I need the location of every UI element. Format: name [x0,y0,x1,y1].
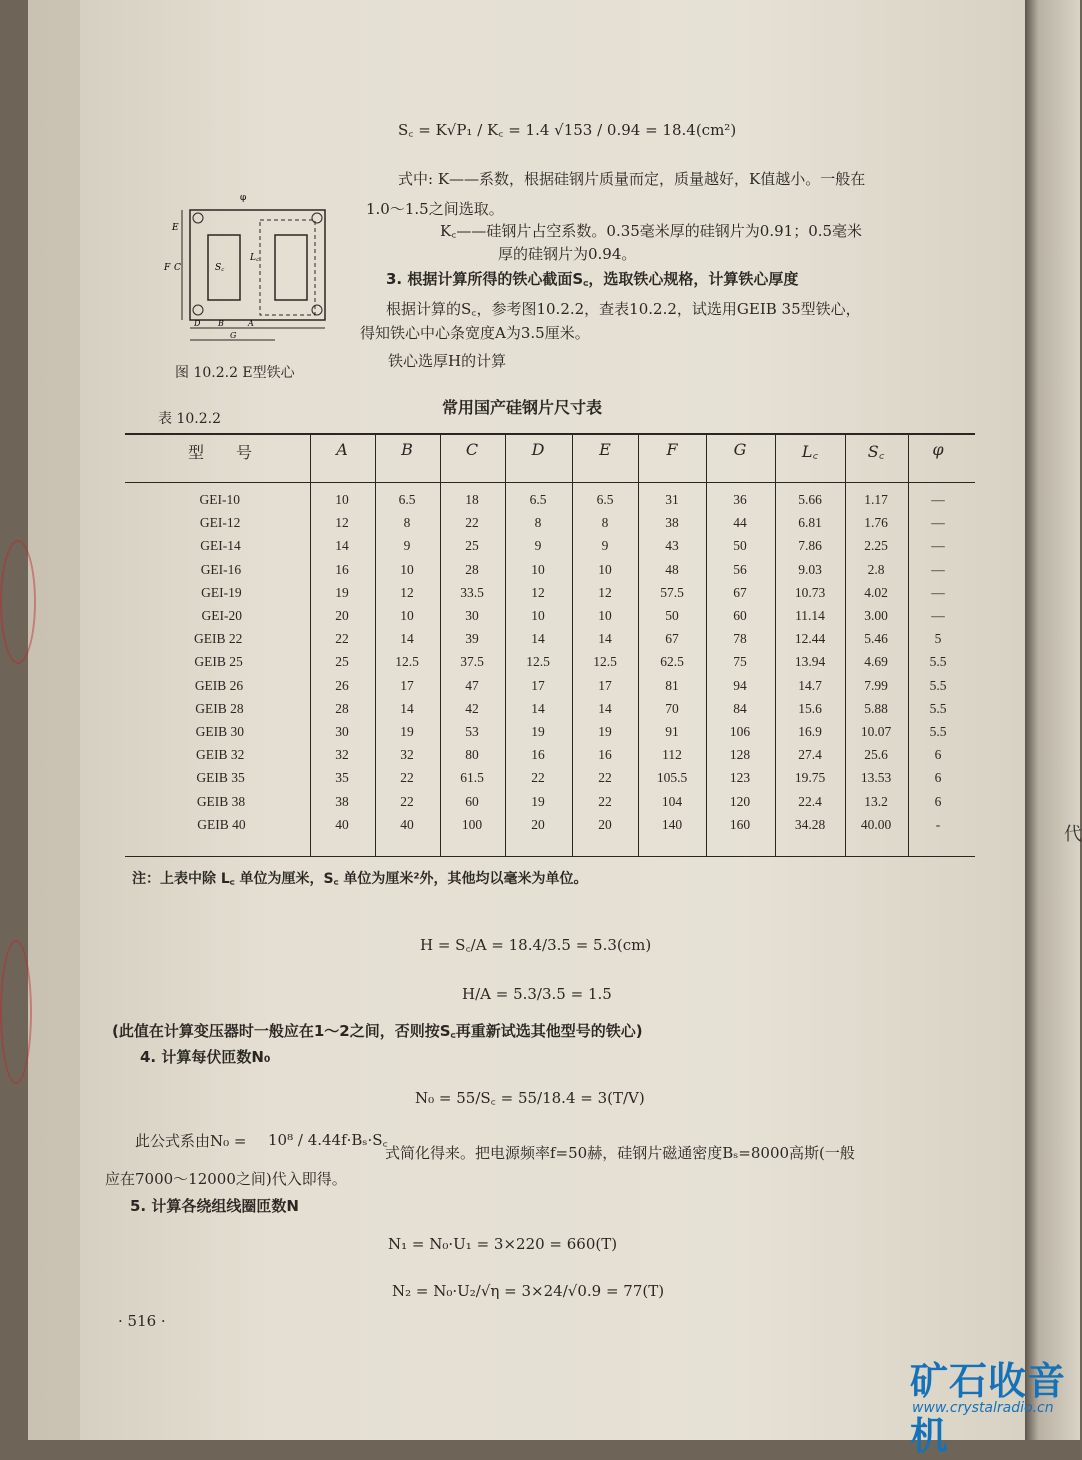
table-cell: 40 [335,816,349,832]
formula-h: H = S꜀/A = 18.4/3.5 = 5.3(cm) [420,936,652,954]
col-divider [440,433,441,856]
step4-line-1-fraction: 10⁸ / 4.44f·Bₛ·S꜀ [268,1131,388,1149]
step3-heading: 3. 根据计算所得的铁心截面S꜀，选取铁心规格，计算铁心厚度 [386,270,799,288]
step4-line-1b: 式简化得来。把电源频率f=50赫，硅钢片磁通密度Bₛ=8000高斯(一般 [385,1144,855,1162]
table-cell: 62.5 [660,654,684,670]
table-cell: 16.9 [798,724,822,739]
table-cell: 3.00 [864,608,888,623]
table-row-model: GEIB 25 [194,654,243,670]
table-header-7: G [733,440,747,459]
red-stamp-left-top [0,540,36,664]
table-title: 常用国产硅钢片尺寸表 [442,398,603,417]
desc-line-4: 厚的硅钢片为0.94。 [498,245,637,263]
table-header-4: D [531,440,545,459]
table-cell: 11.14 [795,608,825,623]
table-cell: 78 [733,631,747,647]
table-cell: 47 [465,677,479,693]
table-cell: 53 [465,724,479,739]
table-cell: 67 [733,584,747,600]
table-cell: 14 [598,700,612,716]
table-cell: 80 [465,747,479,763]
step5-heading: 5. 计算各绕组线圈匝数N [130,1197,299,1215]
table-cell: 26 [335,677,349,693]
table-cell: 8 [403,515,411,531]
table-cell: 75 [733,654,747,670]
table-cell: 17 [598,677,612,693]
table-cell: 20 [531,816,545,832]
table-header-3: C [465,440,479,459]
fig-label-phi: φ [240,193,247,203]
table-cell: 6.5 [398,492,416,507]
table-cell: 39 [465,631,479,647]
table-cell: 10 [335,492,349,507]
step4-heading: 4. 计算每伏匝数N₀ [140,1048,271,1066]
table-cell: 12.44 [794,631,826,647]
table-cell: 12.5 [395,654,419,670]
table-cell: 5.66 [798,492,822,507]
table-cell: 7.86 [798,538,822,554]
table-row-model: GEIB 26 [194,677,244,693]
formula-sc: S꜀ = K√P₁ / K꜀ = 1.4 √153 / 0.94 = 18.4(cm²) [398,121,737,139]
table-cell: 43 [665,538,679,554]
fig-label-e: E [172,223,179,233]
table-cell: 37.5 [460,654,484,670]
step3-line-1: 根据计算的S꜀，参考图10.2.2，查表10.2.2，试选用GEIB 35型铁心， [386,300,861,318]
table-cell: 22.4 [798,793,822,809]
table-cell: 2.25 [864,538,888,554]
col-divider [638,433,639,856]
table-cell: 4.02 [864,584,888,600]
table-cell: 5.5 [929,677,947,693]
table-cell: 6 [934,770,942,786]
table-cell: 14 [531,631,545,647]
table-row-model: GEIB 38 [196,793,246,809]
step4-line-2: 应在7000～12000之间)代入即得。 [105,1170,347,1188]
table-cell: 94 [733,677,747,693]
table-cell: 56 [733,561,747,577]
table-row-model: GEIB 40 [197,816,246,832]
table-cell: 2.8 [867,561,885,577]
fig-label-b: B [218,319,224,328]
table-cell: 25 [335,654,349,670]
col-divider [310,433,311,856]
table-cell: 120 [729,793,751,809]
table-cell: 6.81 [798,515,822,531]
step4-line-1a: 此公式系由N₀ = [135,1132,247,1150]
table-cell: 9.03 [798,561,822,577]
table-cell: 27.4 [798,747,822,763]
table-cell: 1.76 [864,515,888,531]
table-row-model: GEI-16 [200,561,242,577]
table-header-8: L꜀ [801,442,819,461]
table-cell: 9 [601,538,609,554]
e-core-figure [160,190,360,345]
table-cell: 7.99 [864,677,888,693]
table-cell: 50 [733,538,747,554]
table-cell: 70 [665,700,679,716]
table-cell: 112 [662,747,682,763]
page-number: · 516 · [118,1312,166,1330]
table-cell: 36 [733,492,747,507]
table-cell: 91 [665,724,679,739]
table-cell: 16 [335,561,349,577]
table-row-model: GEIB 32 [196,747,245,763]
table-row-model: GEIB 30 [195,724,244,739]
table-cell: 16 [598,747,612,763]
formula-h-over-a: H/A = 5.3/3.5 = 1.5 [462,985,612,1003]
table-cell: 22 [598,793,612,809]
table-cell: 8 [534,515,542,531]
right-page-edge [1025,0,1080,1440]
table-header-5: E [599,440,611,459]
table-cell: 100 [461,816,483,832]
table-cell: 22 [400,770,414,786]
table-cell: 10 [400,561,414,577]
site-watermark-url: www.crystalradio.cn [912,1400,1054,1416]
table-row-model: GEI-14 [200,538,241,554]
ratio-note: (此值在计算变压器时一般应在1～2之间，否则按S꜀再重新试选其他型号的铁心) [112,1022,643,1040]
table-cell: 5.5 [929,700,947,716]
table-row-model: GEI-20 [201,608,242,623]
table-row-model: GEIB 35 [196,770,245,786]
step3-line-2: 得知铁心中心条宽度A为3.5厘米。 [360,324,590,342]
fig-label-c: C [174,263,181,273]
table-cell: 17 [531,677,545,693]
formula-n0: N₀ = 55/S꜀ = 55/18.4 = 3(T/V) [415,1089,645,1107]
table-cell: 4.69 [864,654,888,670]
table-cell: 22 [598,770,612,786]
desc-line-2: 1.0～1.5之间选取。 [366,200,504,218]
table-cell: 15.6 [798,700,822,716]
table-cell: 12.5 [593,654,617,670]
fig-label-g: G [230,331,237,340]
table-header-10: φ [932,440,944,459]
fig-label-a: A [248,319,254,328]
formula-n2: N₂ = N₀·U₂/√η = 3×24/√0.9 = 77(T) [392,1282,665,1300]
table-cell: 22 [465,515,479,531]
formula-n1: N₁ = N₀·U₁ = 3×220 = 660(T) [388,1235,618,1253]
table-cell: — [931,538,945,554]
table-cell: 20 [335,608,349,623]
table-cell: 5.88 [864,700,888,716]
table-cell: 50 [665,608,679,623]
table-cell: 67 [665,631,679,647]
table-row-model: GEIB 22 [194,631,243,647]
table-cell: — [931,584,945,600]
table-row-model: GEI-10 [199,492,240,507]
right-page-fragment: 代 [1064,824,1082,845]
desc-line-1: 式中: K——系数，根据硅钢片质量而定，质量越好，K值越小。一般在 [398,170,866,188]
table-cell: 61.5 [460,770,484,786]
table-cell: 14 [400,631,414,647]
col-divider [845,433,846,856]
table-cell: 22 [335,631,349,647]
table-cell: 81 [665,677,679,693]
fig-label-sc: S꜀ [215,263,225,273]
table-cell: 28 [335,700,349,716]
table-cell: — [931,492,945,507]
table-cell: 123 [729,770,751,786]
table-cell: 10.73 [794,584,826,600]
table-cell: 6 [934,793,942,809]
table-cell: 84 [733,700,747,716]
table-cell: 19 [531,724,545,739]
table-cell: 9 [534,538,542,554]
table-cell: 12 [531,584,545,600]
table-cell: 12 [400,584,414,600]
table-cell: 19 [400,724,414,739]
table-cell: 57.5 [660,584,684,600]
table-cell: 12 [598,584,612,600]
table-cell: 106 [729,724,751,739]
table-note: 注：上表中除 L꜀ 单位为厘米，S꜀ 单位为厘米²外，其他均以毫米为单位。 [132,871,588,887]
table-cell: 38 [665,515,679,531]
table-label: 表 10.2.2 [158,411,221,427]
table-cell: 1.17 [864,492,888,507]
table-cell: 19 [335,584,349,600]
fig-label-f: F [164,263,171,273]
table-cell: 19 [531,793,545,809]
table-cell: — [931,608,945,623]
table-cell: 5 [934,631,942,647]
site-watermark-logo: 矿石收音机 [910,1359,1067,1458]
table-cell: 35 [335,770,349,786]
col-divider [505,433,506,856]
table-cell: 12.5 [526,654,550,670]
table-cell: 22 [400,793,414,809]
red-stamp-left-bottom [0,940,32,1084]
table-cell: 32 [335,747,349,763]
table-cell: 128 [729,747,751,763]
col-divider [706,433,707,856]
table-bottom-rule [125,856,975,857]
table-cell: 5.46 [864,631,888,647]
table-header-6: F [666,440,678,459]
table-cell: 6.5 [596,492,614,507]
table-cell: 12 [335,515,349,531]
table-cell: 40 [400,816,414,832]
table-cell: 14 [598,631,612,647]
desc-line-3: K꜀——硅钢片占空系数。0.35毫米厚的硅钢片为0.91；0.5毫米 [440,222,863,240]
table-cell: 14 [531,700,545,716]
table-cell: 10 [598,608,612,623]
table-cell: 6 [934,747,942,763]
table-cell: 31 [665,492,679,507]
table-cell: 48 [665,561,679,577]
table-cell: 25.6 [864,747,888,763]
table-cell: 25 [465,538,479,554]
table-cell: 10 [400,608,414,623]
table-header-1: A [336,440,348,459]
table-cell: 60 [465,793,479,809]
table-row-model: GEI-12 [199,515,241,531]
table-cell: 14 [335,538,349,554]
table-cell: 13.94 [794,654,826,670]
fig-label-lc: L꜀ [250,253,260,263]
table-row-model: GEIB 28 [195,700,244,716]
table-cell: 33.5 [460,584,484,600]
table-cell: 105.5 [656,770,688,786]
col-divider [908,433,909,856]
table-cell: 38 [335,793,349,809]
table-cell: 40.00 [860,816,892,832]
figure-caption: 图 10.2.2 E型铁心 [175,365,295,381]
table-cell: 22 [531,770,545,786]
col-divider [775,433,776,856]
table-cell: 34.28 [794,816,826,832]
table-cell: 19.75 [794,770,826,786]
fig-label-d: D [194,319,201,328]
table-cell: 14.7 [798,677,822,693]
table-cell: 9 [403,538,411,554]
table-cell: 104 [661,793,683,809]
table-cell: 19 [598,724,612,739]
table-cell: 17 [400,677,414,693]
table-cell: 5.5 [929,724,947,739]
table-cell: 5.5 [929,654,947,670]
table-cell: - [935,816,941,832]
col-divider [572,433,573,856]
table-cell: 140 [661,816,683,832]
table-header-0: 型 号 [187,443,252,462]
table-cell: 10 [598,561,612,577]
table-header-9: S꜀ [867,442,885,461]
table-cell: 28 [465,561,479,577]
table-cell: — [931,561,945,577]
table-cell: — [931,515,945,531]
table-cell: 32 [400,747,414,763]
table-cell: 60 [733,608,747,623]
col-divider [375,433,376,856]
table-cell: 30 [335,724,349,739]
table-cell: 6.5 [529,492,547,507]
table-cell: 42 [465,700,479,716]
table-top-rule [125,433,975,435]
table-cell: 30 [465,608,479,623]
table-header-rule [125,482,975,483]
table-cell: 8 [601,515,609,531]
step3-line-3: 铁心选厚H的计算 [388,352,507,370]
table-cell: 13.53 [860,770,892,786]
table-cell: 160 [729,816,751,832]
table-cell: 18 [465,492,479,507]
table-row-model: GEI-19 [201,584,242,600]
table-cell: 14 [400,700,414,716]
table-header-2: B [401,440,413,459]
table-cell: 44 [733,515,747,531]
table-cell: 10 [531,561,545,577]
table-cell: 10 [531,608,545,623]
table-cell: 20 [598,816,612,832]
table-cell: 13.2 [864,793,888,809]
table-cell: 16 [531,747,545,763]
table-cell: 10.07 [860,724,892,739]
